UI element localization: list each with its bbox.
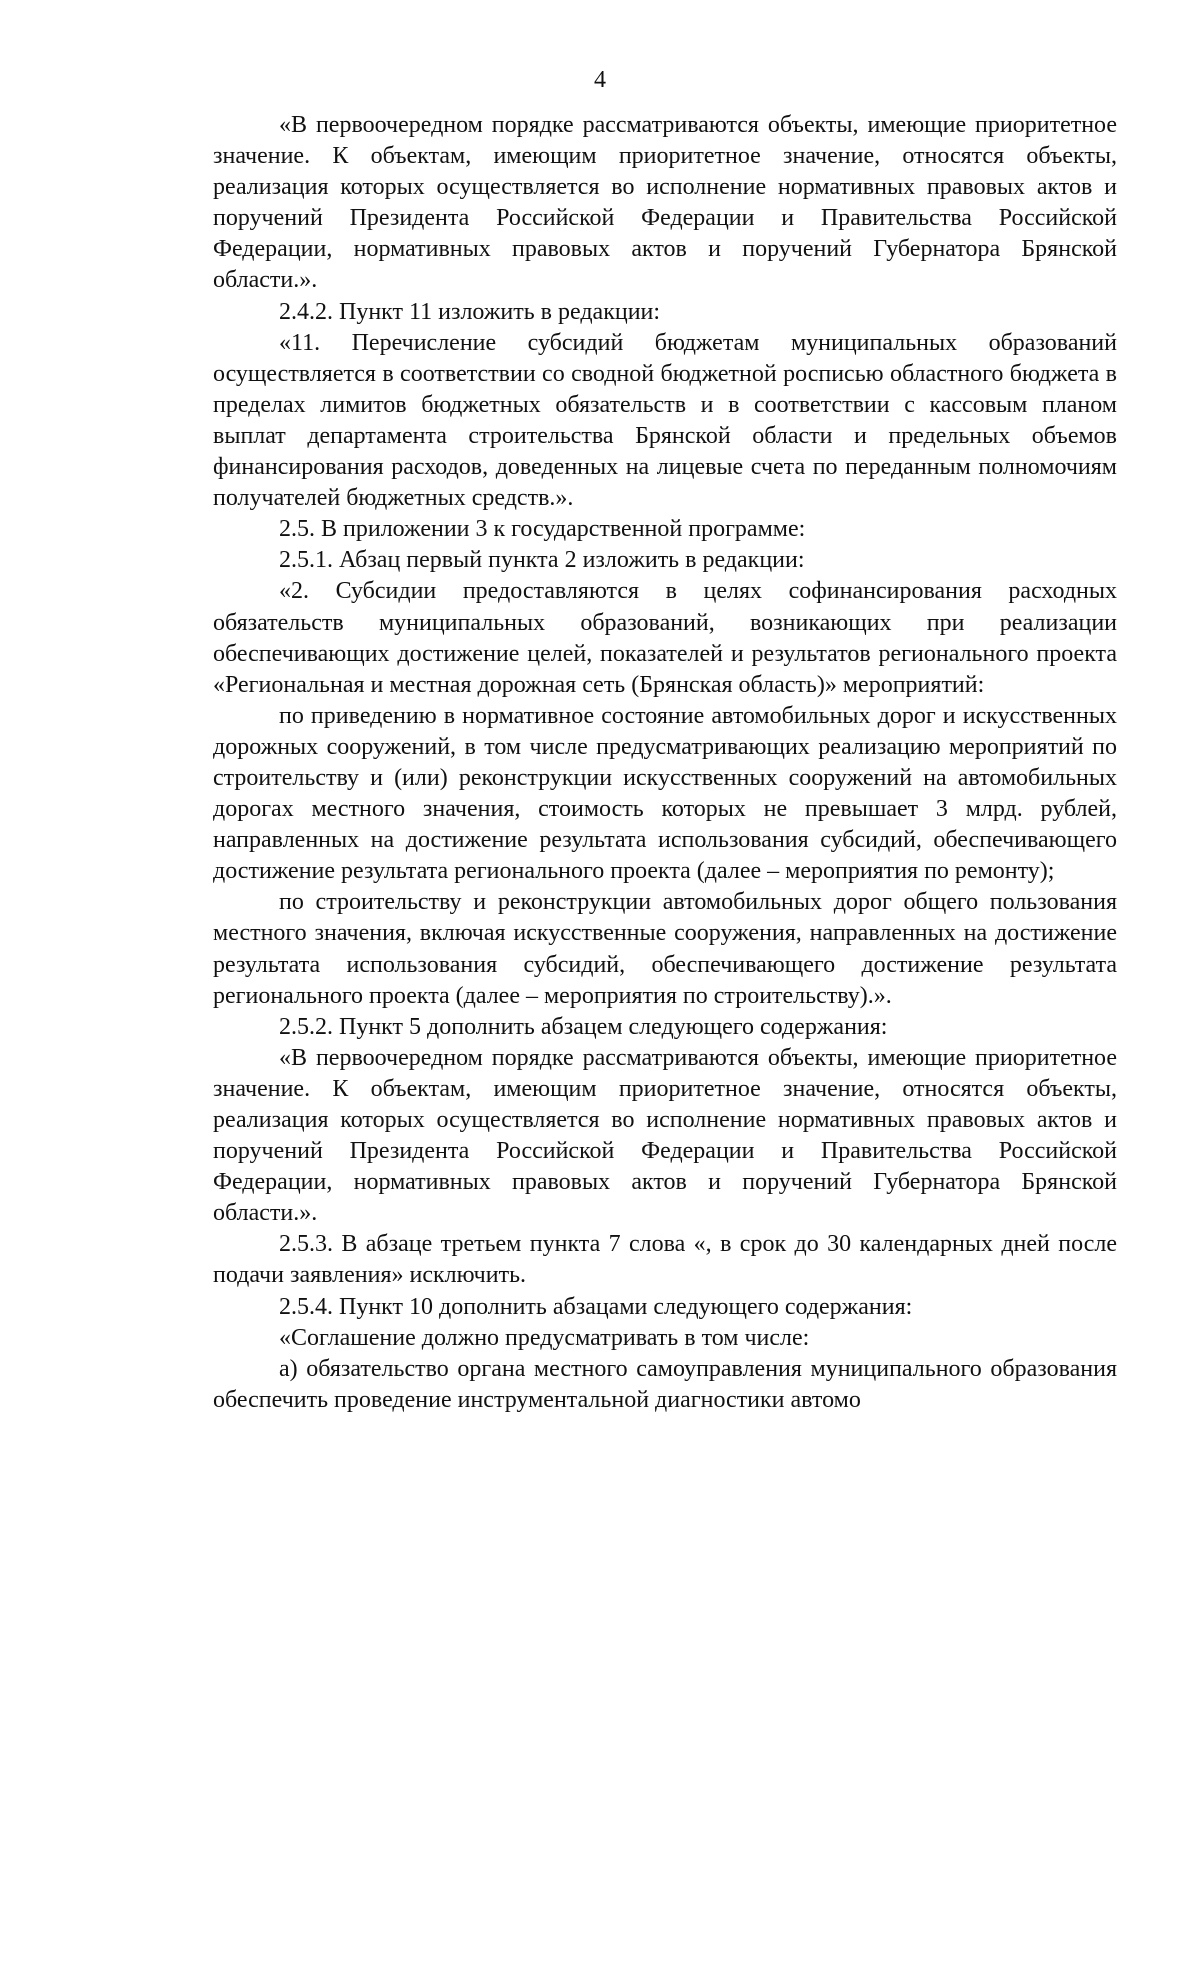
paragraph-2-5: 2.5. В приложении 3 к государственной программе: [279,516,806,543]
paragraph-obligation-a: а) обязательство органа местного самоуправления муниципального образования обеспечить проведение инструментальной диагностики автомо [213,1355,1117,1413]
paragraph-subsidies: «2. Субсидии предоставляются в целях софинансирования расходных обязательств муниципальных образований, возникающих при реализации обеспечивающих достижение целей, показателей и результатов регионального проекта «Региональная и местная дорожная сеть (Брянская область)» мероприятий: [213,578,1117,698]
paragraph-priority-objects-2: «В первоочередном порядке рассматриваются объекты, имеющие приоритетное значение. К объектам, имеющим приоритетное значение, относятся объекты, реализация которых осуществляется во исполнение нормативных правовых актов и поручений Президента Российской Федерации и Правительства Российской Федерации, нормативных правовых актов и поручений Губернатора Брянской области.». [213,1044,1117,1227]
paragraph-repair-measures: по приведению в нормативное состояние автомобильных дорог и искусственных дорожных сооружений, в том числе предусматривающих реализацию мероприятий по строительству и (или) реконструкции искусственных сооружений на автомобильных дорогах местного значения, стоимость которых не превышает 3 млрд. рублей, направленных на достижение результата использования субсидий, обеспечивающего достижение результата регионального проекта (далее – мероприятия по ремонту); [213,702,1117,885]
paragraph-construction-measures: по строительству и реконструкции автомобильных дорог общего пользования местного значения, включая искусственные сооружения, направленных на достижение результата использования субсидий, обеспечивающего достижение результата регионального проекта (далее – мероприятия по строительству).». [213,889,1117,1009]
paragraph-2-4-2: 2.4.2. Пункт 11 изложить в редакции: [279,298,661,325]
paragraph-2-5-4: 2.5.4. Пункт 10 дополнить абзацами следующего содержания: [279,1293,913,1320]
paragraph-2-5-3: 2.5.3. В абзаце третьем пункта 7 слова «, в срок до 30 календарных дней после подачи заявления» исключить. [213,1231,1117,1289]
paragraph-2-5-1: 2.5.1. Абзац первый пункта 2 изложить в редакции: [279,547,805,574]
paragraph-priority-objects-1: «В первоочередном порядке рассматриваются объекты, имеющие приоритетное значение. К объектам, имеющим приоритетное значение, относятся объекты, реализация которых осуществляется во исполнение нормативных правовых актов и поручений Президента Российской Федерации и Правительства Российской Федерации, нормативных правовых актов и поручений Губернатора Брянской области.». [213,112,1117,294]
paragraph-2-5-2: 2.5.2. Пункт 5 дополнить абзацем следующего содержания: [279,1013,888,1040]
page-number: 4 [594,67,606,93]
paragraph-point-11: «11. Перечисление субсидий бюджетам муниципальных образований осуществляется в соответствии со сводной бюджетной росписью областного бюджета в пределах лимитов бюджетных обязательств и в соответствии с кассовым планом выплат департамента строительства Брянской области и предельных объемов финансирования расходов, доведенных на лицевые счета по переданным полномочиям получателей бюджетных средств.». [213,329,1117,512]
paragraph-agreement: «Соглашение должно предусматривать в том числе: [279,1324,810,1351]
document-body [213,110,1117,1416]
